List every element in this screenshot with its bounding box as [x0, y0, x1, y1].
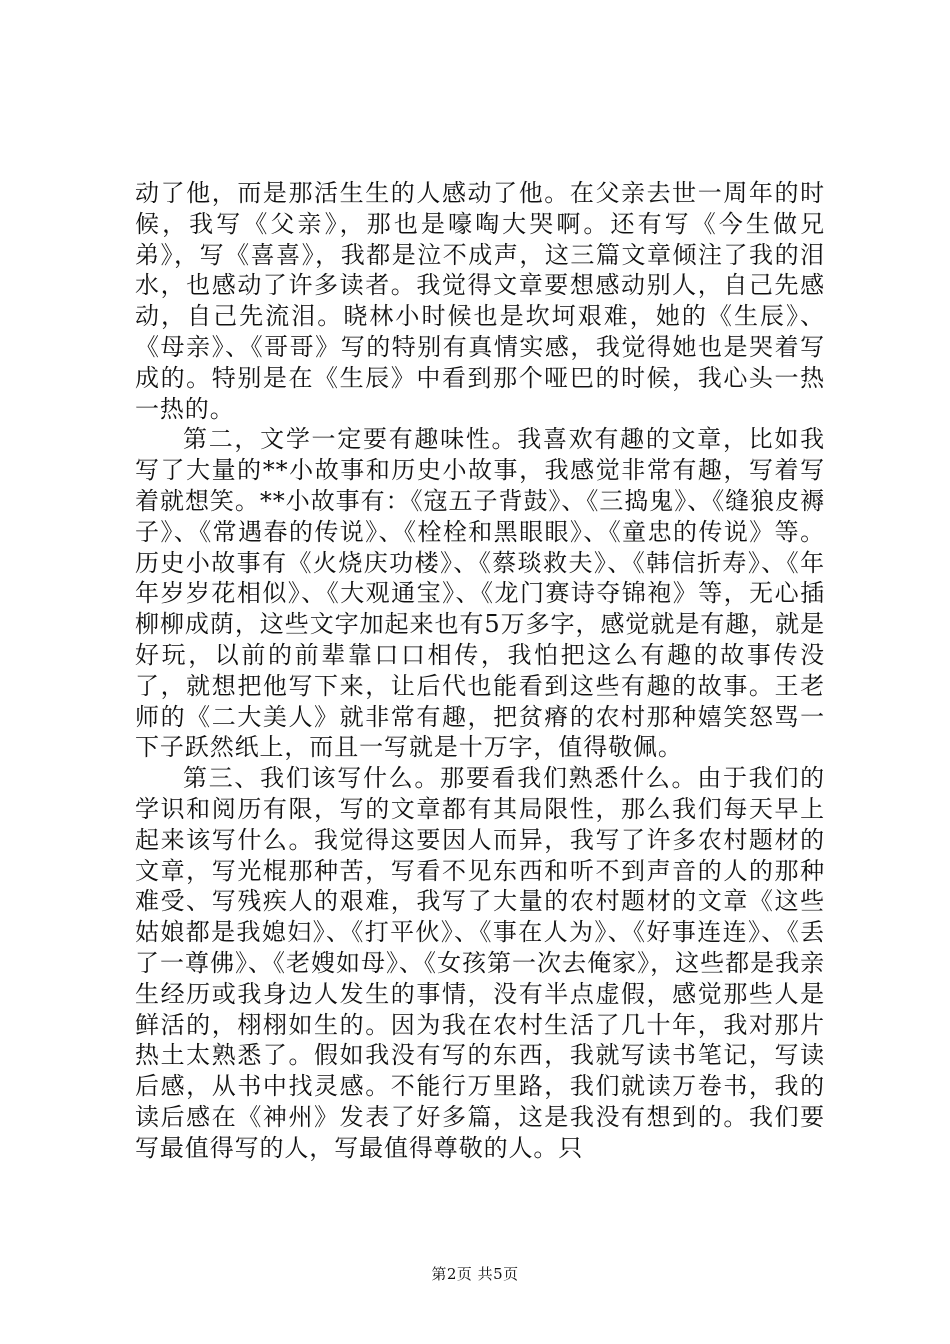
page-number-footer: 第2页 共5页	[431, 1265, 519, 1283]
paragraph-third-point: 第三、我们该写什么。那要看我们熟悉什么。由于我们的学识和阅历有限，写的文章都有其局限性，那么我们每天早上起来该写什么。我觉得这要因人而异，我写了许多农村题材的文章，写光棍那种苦，写看不见东西和听不到声音的人的那种难受、写残疾人的艰难，我写了大量的农村题材的文章《这些姑娘都是我媳妇》、《打平伙》、《事在人为》、《好事连连》、《丢了一尊佛》、《老嫂如母》、《女孩第一次去俺家》，这些都是我亲生经历或我身边人发生的事情，没有半点虚假，感觉那些人是鲜活的，栩栩如生的。因为我在农村生活了几十年，我对那片热土太熟悉了。假如我没有写的东西，我就写读书笔记，写读后感，从书中找灵感。不能行万里路，我们就读万卷书，我的读后感在《神州》发表了好多篇，这是我没有想到的。我们要写最值得写的人，写最值得尊敬的人。只	[135, 764, 825, 1162]
document-body	[135, 178, 825, 1164]
paragraph-second-point: 第二，文学一定要有趣味性。我喜欢有趣的文章，比如我写了大量的**小故事和历史小故事，我感觉非常有趣，写着写着就想笑。**小故事有：《寇五子背鼓》、《三捣鬼》、《缝狼皮褥子》、《常遇春的传说》、《栓栓和黑眼眼》、《童忠的传说》等。历史小故事有《火烧庆功楼》、《蔡琰救夫》、《韩信折寿》、《年年岁岁花相似》、《大观通宝》、《龙门赛诗夺锦袍》等，无心插柳柳成荫，这些文字加起来也有5万多字，感觉就是有趣，就是好玩，以前的前辈靠口口相传，我怕把这么有趣的故事传没了，就想把他写下来，让后代也能看到这些有趣的故事。王老师的《二大美人》就非常有趣，把贫瘠的农村那种嬉笑怒骂一下子跃然纸上，而且一写就是十万字，值得敬佩。	[135, 425, 825, 762]
paragraph-continuation: 动了他，而是那活生生的人感动了他。在父亲去世一周年的时候，我写《父亲》，那也是嚎啕大哭啊。还有写《今生做兄弟》，写《喜喜》，我都是泣不成声，这三篇文章倾注了我的泪水，也感动了许多读者。我觉得文章要想感动别人，自己先感动，自己先流泪。晓林小时候也是坎坷艰难，她的《生辰》、《母亲》、《哥哥》写的特别有真情实感，我觉得她也是哭着写成的。特别是在《生辰》中看到那个哑巴的时候，我心头一热一热的。	[135, 179, 825, 423]
